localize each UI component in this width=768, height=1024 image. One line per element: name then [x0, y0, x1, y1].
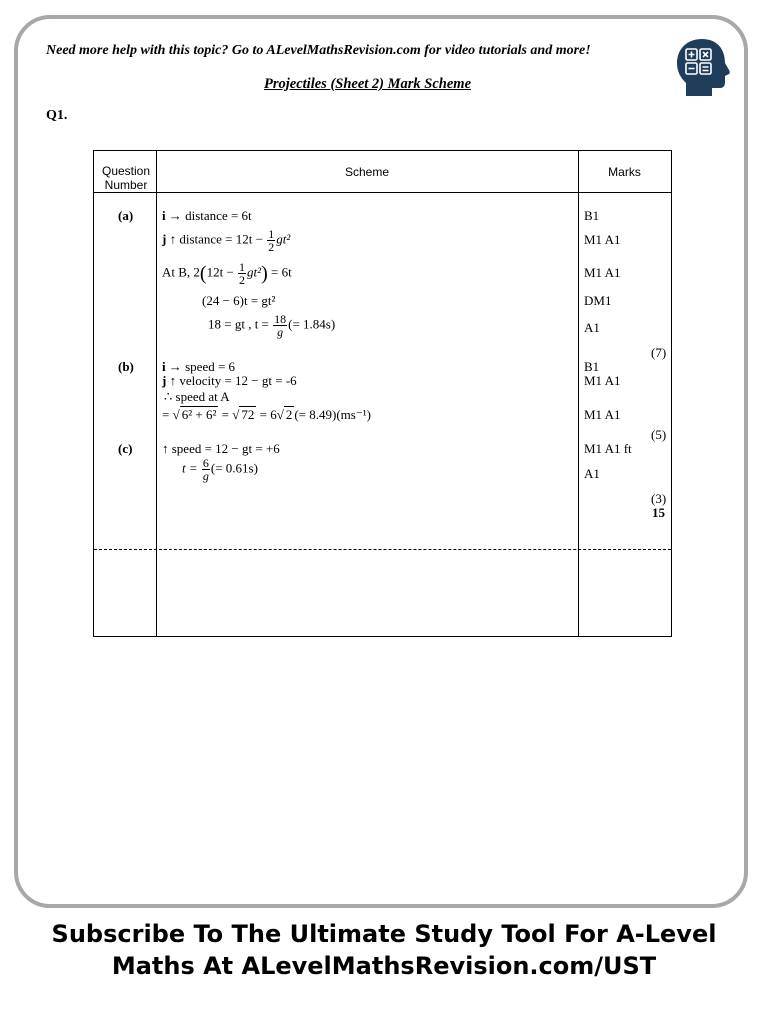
column-divider — [578, 151, 579, 636]
mark-value: M1 A1 — [584, 373, 621, 388]
dotted-divider — [94, 549, 671, 550]
scheme-line: 18 = gt , t = $\frac{18}{g}$ (= 1.84s) — [208, 312, 336, 339]
footer-line-2[interactable]: Maths At ALevelMathsRevision.com/UST — [111, 952, 657, 980]
header-marks: Marks — [608, 165, 641, 179]
part-label-b: (b) — [118, 359, 134, 374]
scheme-line: j ↑ distance = 12t − $\frac{1}{2}$ gt² — [162, 227, 291, 254]
mark-value: M1 A1 — [584, 407, 621, 422]
scheme-line: t = $\frac{6}{g}$ (= 0.61s) — [182, 456, 258, 483]
footer-line-1[interactable]: Subscribe To The Ultimate Study Tool For A-Level — [51, 920, 717, 948]
mark-value: A1 — [584, 320, 600, 335]
mark-scheme-table — [93, 150, 672, 637]
scheme-line: i → distance = 6t — [162, 208, 252, 223]
mark-value: A1 — [584, 466, 600, 481]
scheme-line: i → speed = 6 — [162, 359, 236, 374]
mark-value: DM1 — [584, 293, 612, 308]
header-divider — [94, 192, 671, 193]
part-label-a: (a) — [118, 208, 134, 223]
subtotal-c: (3) — [651, 491, 667, 506]
help-banner[interactable]: Need more help with this topic? Go to ALevelMathsRevision.com for video tutorials and more! — [46, 43, 591, 58]
scheme-line: ↑ speed = 12 − gt = +6 — [162, 441, 280, 456]
mark-value: B1 — [584, 208, 600, 223]
scheme-line: ∴ speed at A — [164, 389, 230, 404]
head-calculator-icon — [672, 36, 734, 98]
mark-value: B1 — [584, 359, 600, 374]
grand-total: 15 — [652, 505, 665, 520]
page-title: Projectiles (Sheet 2) Mark Scheme — [264, 76, 472, 92]
mark-value: M1 A1 ft — [584, 441, 632, 456]
scheme-line: At B, 2(12t − $\frac{1}{2}$ gt²) = 6t — [162, 260, 292, 287]
subtotal-a: (7) — [651, 345, 667, 360]
mark-value: M1 A1 — [584, 265, 621, 280]
subtotal-b: (5) — [651, 427, 667, 442]
scheme-line: (24 − 6)t = gt² — [202, 293, 276, 308]
mark-value: M1 A1 — [584, 232, 621, 247]
scheme-line: = √ 6² + 6² = √ 72 = 6√ 2 (= 8.49)(ms⁻¹) — [162, 407, 371, 422]
header-question-number: Question Number — [101, 164, 151, 192]
column-divider — [156, 151, 157, 636]
header-scheme: Scheme — [344, 165, 390, 179]
part-label-c: (c) — [118, 441, 133, 456]
scheme-line: j ↑ velocity = 12 − gt = -6 — [162, 373, 297, 388]
question-label: Q1. — [46, 108, 68, 123]
